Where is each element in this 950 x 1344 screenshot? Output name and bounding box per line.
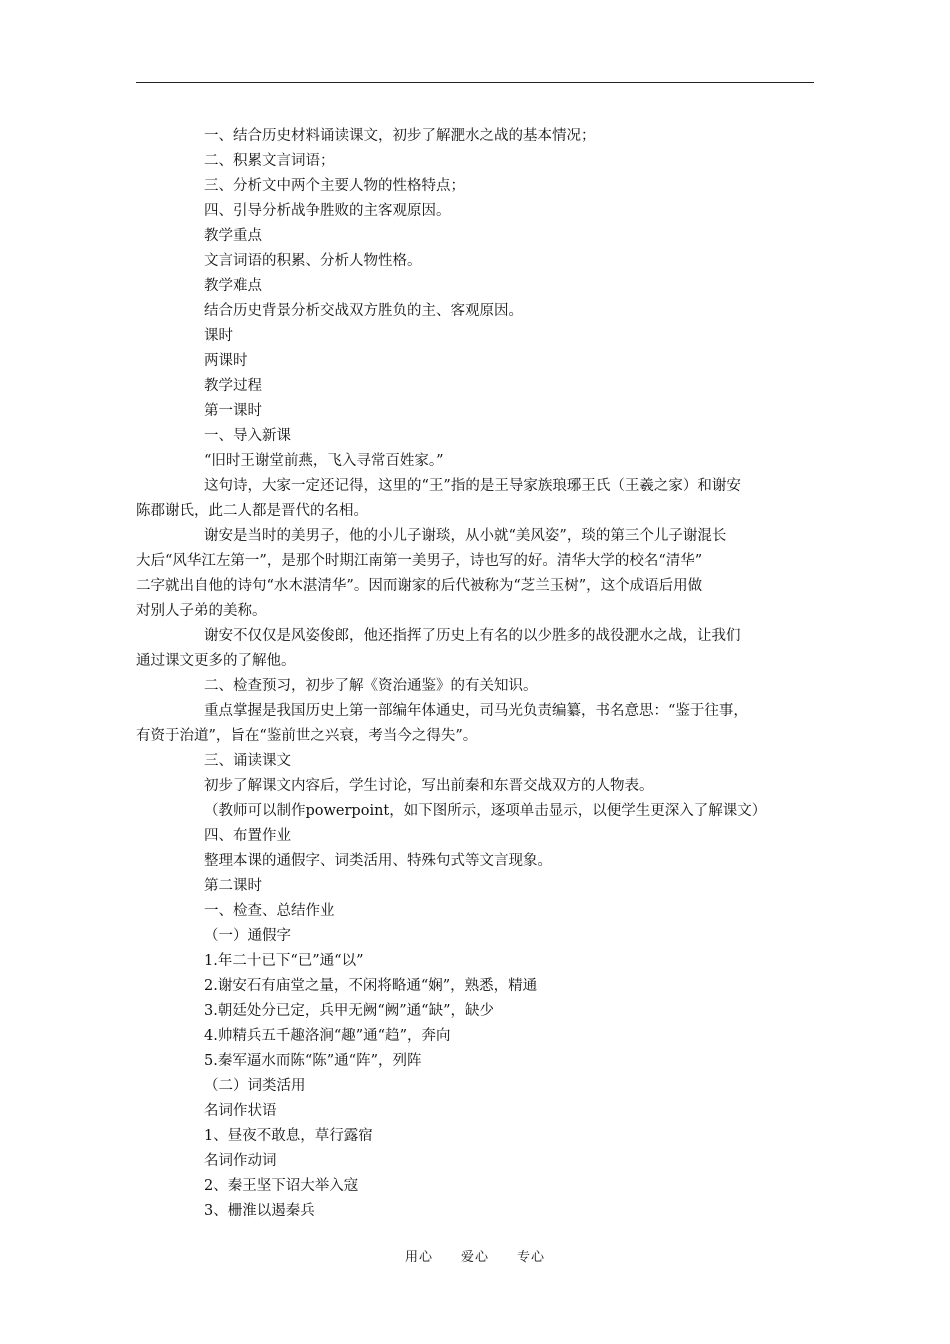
text-line: 一、结合历史材料诵读课文，初步了解淝水之战的基本情况；	[204, 128, 596, 144]
text-line: 有资于治道”，旨在“鉴前世之兴衰，考当今之得失”。	[136, 728, 478, 744]
text-line: 一、导入新课	[204, 428, 291, 444]
text-line: “旧时王谢堂前燕，飞入寻常百姓家。”	[204, 453, 444, 469]
text-line: 5.秦军逼水而陈“陈”通“阵”，列阵	[204, 1053, 422, 1069]
text-line: 3.朝廷处分已定，兵甲无阙“阙”通“缺”，缺少	[204, 1003, 494, 1019]
text-line: 教学难点	[204, 278, 262, 294]
text-line: 2、秦王坚下诏大举入寇	[204, 1178, 359, 1194]
text-line: 整理本课的通假字、词类活用、特殊句式等文言现象。	[204, 853, 552, 869]
text-line: 教学过程	[204, 378, 262, 394]
text-line: 三、诵读课文	[204, 753, 291, 769]
text-line: 1.年二十已下“已”通“以”	[204, 953, 364, 969]
text-line: 名词作动词	[204, 1153, 277, 1169]
text-line: 一、检查、总结作业	[204, 903, 335, 919]
text-line: 二、积累文言词语；	[204, 153, 335, 169]
text-line: （一）通假字	[204, 928, 291, 944]
text-line: 大后“风华江左第一”，是那个时期江南第一美男子，诗也写的好。清华大学的校名“清华”	[136, 553, 703, 569]
text-line: 初步了解课文内容后，学生讨论，写出前秦和东晋交战双方的人物表。	[204, 778, 654, 794]
text-line: 四、引导分析战争胜败的主客观原因。	[204, 203, 451, 219]
text-line: 教学重点	[204, 228, 262, 244]
text-line: 对别人子弟的美称。	[136, 603, 267, 619]
text-line: 三、分析文中两个主要人物的性格特点；	[204, 178, 465, 194]
text-line: 第二课时	[204, 878, 262, 894]
document-body	[136, 124, 814, 1224]
text-line: 第一课时	[204, 403, 262, 419]
page-footer: 用心 爱心 专心	[404, 1250, 545, 1265]
text-line: 2.谢安石有庙堂之量，不闲将略通“娴”，熟悉，精通	[204, 978, 538, 994]
text-line: 结合历史背景分析交战双方胜负的主、客观原因。	[204, 303, 523, 319]
text-line: 4.帅精兵五千趣洛涧“趣”通“趋”，奔向	[204, 1028, 451, 1044]
text-line: 1、昼夜不敢息，草行露宿	[204, 1128, 373, 1144]
text-line: 3、栅淮以遏秦兵	[204, 1203, 315, 1219]
text-line: 二字就出自他的诗句“水木湛清华”。因而谢家的后代被称为“芝兰玉树”，这个成语后用做	[136, 578, 703, 594]
text-line: 重点掌握是我国历史上第一部编年体通史，司马光负责编纂，书名意思：“鉴于往事，	[204, 703, 748, 719]
text-line: 课时	[204, 328, 233, 344]
text-line: 两课时	[204, 353, 248, 369]
text-line: 名词作状语	[204, 1103, 277, 1119]
text-line: 谢安是当时的美男子，他的小儿子谢琰，从小就“美风姿”，琰的第三个儿子谢混长	[204, 528, 727, 544]
text-line: 谢安不仅仅是风姿俊郎，他还指挥了历史上有名的以少胜多的战役淝水之战，让我们	[204, 628, 741, 644]
text-line: 这句诗，大家一定还记得，这里的“王”指的是王导家族琅琊王氏（王羲之家）和谢安	[204, 478, 741, 494]
text-line: 通过课文更多的了解他。	[136, 653, 296, 669]
text-line: 二、检查预习，初步了解《资治通鉴》的有关知识。	[204, 678, 538, 694]
header-rule	[136, 82, 814, 83]
text-line: 文言词语的积累、分析人物性格。	[204, 253, 422, 269]
text-line: （二）词类活用	[204, 1078, 306, 1094]
text-line: （教师可以制作powerpoint，如下图所示，逐项单击显示，以便学生更深入了解课文）	[204, 803, 767, 819]
text-line: 陈郡谢氏，此二人都是晋代的名相。	[136, 503, 368, 519]
text-line: 四、布置作业	[204, 828, 291, 844]
